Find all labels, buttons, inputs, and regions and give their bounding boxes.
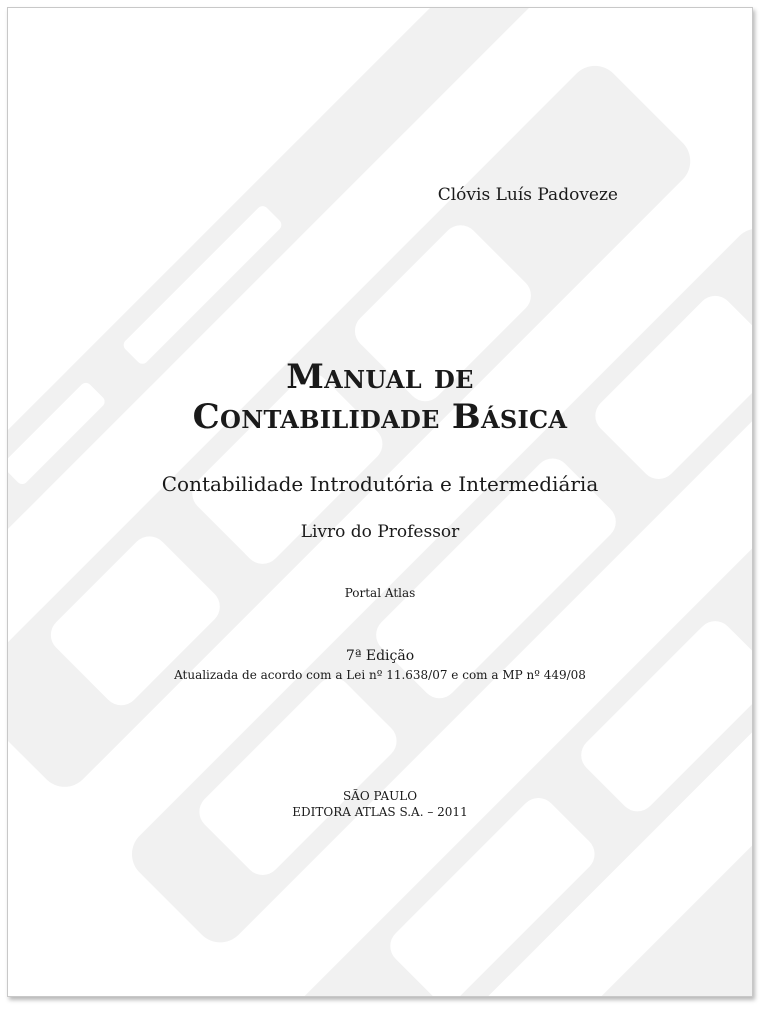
update-note: Atualizada de acordo com a Lei nº 11.638/07 e com a MP nº 449/08 (174, 668, 586, 682)
publisher-logo-watermark (8, 8, 752, 996)
book-subtitle: Contabilidade Introdutória e Intermediária (161, 472, 599, 496)
portal-label: Portal Atlas (344, 586, 416, 600)
publication-city: SÃO PAULO (342, 789, 418, 803)
author-name: Clóvis Luís Padoveze (437, 185, 618, 205)
book-title-line-1: Manual de (286, 357, 474, 397)
edition-type: Livro do Professor (300, 522, 460, 542)
book-title-page (7, 7, 753, 997)
book-title-line-2: Contabilidade Básica (192, 397, 568, 437)
edition-number: 7ª Edição (345, 648, 415, 664)
publisher-line: EDITORA ATLAS S.A. – 2011 (292, 805, 468, 819)
